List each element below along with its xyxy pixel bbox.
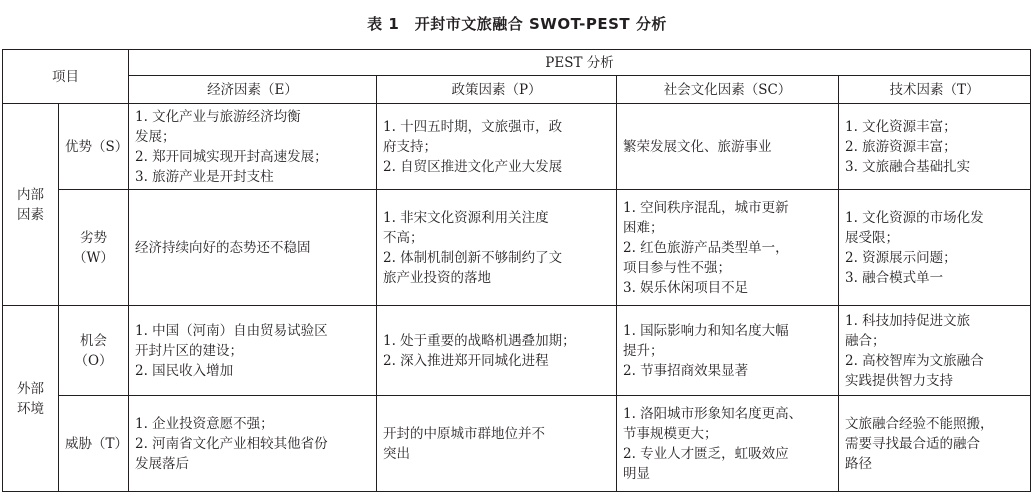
cell-text-line: 开封的中原城市群地位并不 xyxy=(383,425,545,442)
cell-weaknesses-technology xyxy=(839,190,1031,306)
header-pest: PEST 分析 xyxy=(129,50,1031,76)
column-header-social-cultural: 社会文化因素（SC） xyxy=(617,76,839,104)
cell-weaknesses-economic xyxy=(129,190,377,306)
cell-threats-policy xyxy=(377,396,617,492)
cell-text-line: 2. 郑开同城实现开封高速发展； xyxy=(135,148,328,165)
cell-text-line: 2. 专业人才匮乏，虹吸效应 xyxy=(623,445,789,462)
cell-text-line: 1. 文化产业与旅游经济均衡 xyxy=(135,108,301,125)
cell-strengths-policy xyxy=(377,104,617,190)
cell-text-line: 突出 xyxy=(383,445,410,462)
cell-strengths-social xyxy=(617,104,839,190)
cell-text-line: 1. 洛阳城市形象知名度更高、 xyxy=(623,405,803,422)
row-label-opportunities: 机会（O） xyxy=(59,306,129,396)
column-header-technology: 技术因素（T） xyxy=(839,76,1031,104)
cell-text-line: 融合； xyxy=(845,332,886,349)
cell-opportunities-policy xyxy=(377,306,617,396)
group-internal xyxy=(3,104,59,306)
table-row xyxy=(3,306,1031,396)
cell-text-line: 府支持； xyxy=(383,138,437,155)
cell-threats-technology xyxy=(839,396,1031,492)
table-row xyxy=(3,190,1031,306)
cell-text-line: 开封片区的建设； xyxy=(135,342,243,359)
cell-text-line: 展受限； xyxy=(845,229,899,246)
cell-text-line: 2. 深入推进郑开同城化进程 xyxy=(383,352,549,369)
cell-text-line: 1. 文化资源的市场化发 xyxy=(845,209,984,226)
group-external-line: 外部 xyxy=(17,380,44,397)
cell-text-line: 旅产业投资的落地 xyxy=(383,269,491,286)
cell-text-line: 1. 科技加持促进文旅 xyxy=(845,312,971,329)
cell-text-line: 2. 旅游资源丰富； xyxy=(845,138,957,155)
cell-opportunities-economic xyxy=(129,306,377,396)
swot-pest-table xyxy=(2,49,1031,492)
cell-text-line: 劣势 xyxy=(80,229,107,246)
cell-text-line: 困难； xyxy=(623,219,664,236)
cell-strengths-technology xyxy=(839,104,1031,190)
cell-weaknesses-policy xyxy=(377,190,617,306)
cell-text-line: 文旅融合经验不能照搬， xyxy=(845,415,994,432)
group-external-line: 环境 xyxy=(17,400,44,417)
cell-text-line: 2. 体制机制创新不够制约了文 xyxy=(383,249,563,266)
cell-text-line: 明显 xyxy=(623,465,650,482)
cell-text-line: 1. 文化资源丰富； xyxy=(845,118,957,135)
cell-text-line: 2. 红色旅游产品类型单一， xyxy=(623,239,789,256)
cell-text-line: 2. 自贸区推进文化产业大发展 xyxy=(383,158,563,175)
cell-text-line: 需要寻找最合适的融合 xyxy=(845,435,980,452)
cell-strengths-economic xyxy=(129,104,377,190)
cell-text-line: 2. 国民收入增加 xyxy=(135,362,234,379)
cell-text-line: 发展落后 xyxy=(135,455,189,472)
row-label-strengths: 优势（S） xyxy=(59,104,129,190)
group-external xyxy=(3,306,59,492)
cell-text-line: 不高； xyxy=(383,229,424,246)
cell-threats-social xyxy=(617,396,839,492)
cell-text-line: 1. 中国（河南）自由贸易试验区 xyxy=(135,322,328,339)
header-item: 项目 xyxy=(3,50,129,104)
cell-text-line: 1. 国际影响力和知名度大幅 xyxy=(623,322,789,339)
cell-text-line: 项目参与性不强； xyxy=(623,259,731,276)
column-header-policy: 政策因素（P） xyxy=(377,76,617,104)
cell-text-line: 提升； xyxy=(623,342,664,359)
cell-opportunities-technology xyxy=(839,306,1031,396)
cell-text-line: 2. 节事招商效果显著 xyxy=(623,362,749,379)
row-label-threats: 威胁（T） xyxy=(59,396,129,492)
group-internal-line: 内部 xyxy=(17,186,44,203)
cell-text-line: 实践提供智力支持 xyxy=(845,372,953,389)
cell-text-line: 1. 空间秩序混乱，城市更新 xyxy=(623,199,789,216)
table-caption: 表 1 开封市文旅融合 SWOT-PEST 分析 xyxy=(367,15,667,33)
cell-text-line: 1. 十四五时期，文旅强市，政 xyxy=(383,118,563,135)
cell-text-line: 节事规模更大； xyxy=(623,425,718,442)
cell-text-line: 3. 融合模式单一 xyxy=(845,269,944,286)
table-row xyxy=(3,104,1031,190)
cell-text-line: 繁荣发展文化、旅游事业 xyxy=(623,138,772,155)
cell-weaknesses-social xyxy=(617,190,839,306)
cell-opportunities-social xyxy=(617,306,839,396)
cell-text-line: 2. 高校智库为文旅融合 xyxy=(845,352,984,369)
cell-text-line: 3. 娱乐休闲项目不足 xyxy=(623,279,749,296)
cell-threats-economic xyxy=(129,396,377,492)
group-internal-line: 因素 xyxy=(17,206,44,223)
cell-text-line: 3. 文旅融合基础扎实 xyxy=(845,158,971,175)
cell-text-line: 发展； xyxy=(135,128,176,145)
cell-text-line: 3. 旅游产业是开封支柱 xyxy=(135,168,274,185)
table-row xyxy=(3,396,1031,492)
cell-text-line: （W） xyxy=(73,249,114,266)
cell-text-line: 路径 xyxy=(845,455,872,472)
cell-text-line: 2. 河南省文化产业相较其他省份 xyxy=(135,435,328,452)
cell-text-line: 1. 处于重要的战略机遇叠加期； xyxy=(383,332,576,349)
cell-text-line: 1. 企业投资意愿不强； xyxy=(135,415,274,432)
column-header-economic: 经济因素（E） xyxy=(129,76,377,104)
cell-text-line: 经济持续向好的态势还不稳固 xyxy=(135,239,311,256)
row-label-weaknesses xyxy=(59,190,129,306)
cell-text-line: 2. 资源展示问题； xyxy=(845,249,957,266)
cell-text-line: 1. 非宋文化资源利用关注度 xyxy=(383,209,549,226)
